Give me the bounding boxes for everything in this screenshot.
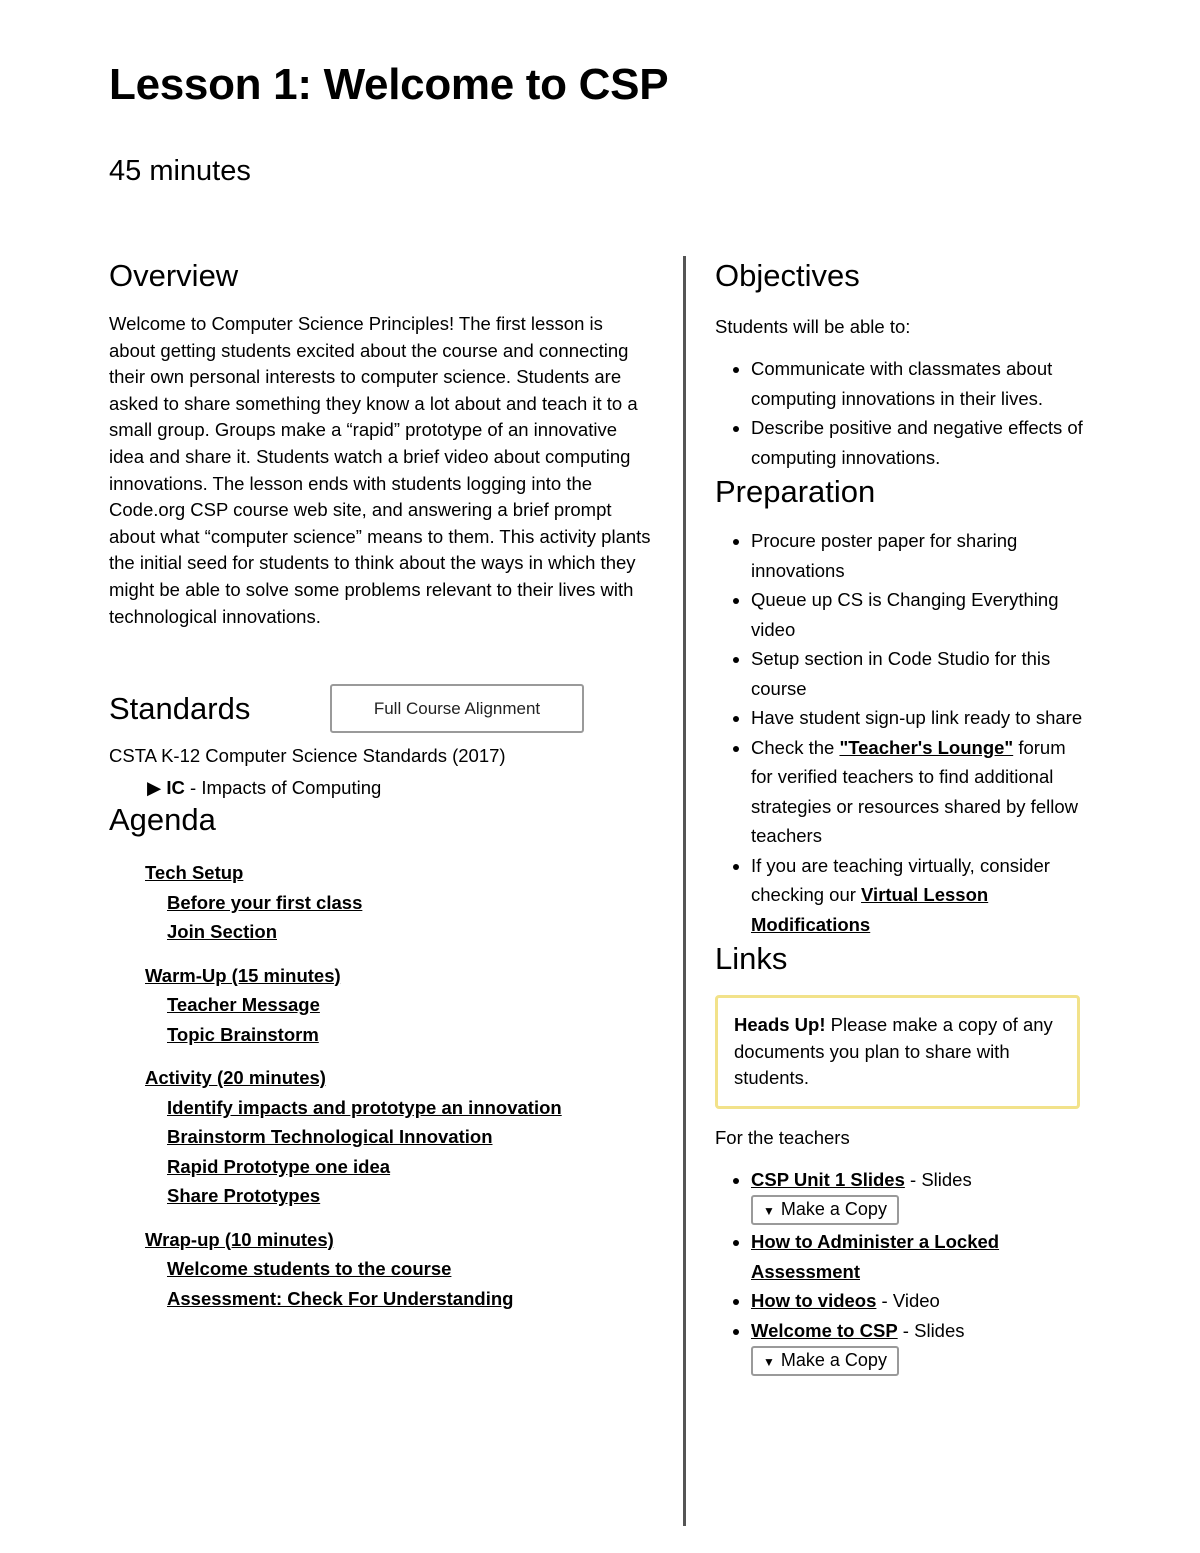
lounge-text-post: forum for verified teachers to find additional strategies or resources shared by fellow teachers: [751, 736, 1078, 846]
list-item: [751, 1286, 1085, 1316]
agenda-link-join-section[interactable]: Join Section: [167, 921, 277, 943]
virtual-text-pre: If you are teaching virtually, consider checking our: [751, 854, 1050, 905]
callout-text: Please make a copy of any documents you plan to share with students.: [734, 1014, 1053, 1089]
objectives-lead: Students will be able to:: [715, 316, 911, 337]
welcome-to-csp-link[interactable]: Welcome to CSP: [751, 1319, 898, 1341]
list-item: • Communicate with classmates about computing innovations in their lives.: [751, 354, 1085, 413]
teacher-links-list: [715, 1165, 1085, 1379]
right-column: [715, 256, 1085, 1378]
left-column: [109, 256, 654, 1327]
make-a-copy-label: Make a Copy: [780, 1350, 887, 1371]
agenda-link-identify-impacts[interactable]: Identify impacts and prototype an innovation: [167, 1096, 562, 1118]
overview-heading: Overview: [109, 258, 239, 293]
agenda-list: [145, 858, 654, 1313]
list-item: [751, 1316, 1085, 1379]
list-item: [751, 1165, 1085, 1228]
preparation-list: [715, 526, 1085, 939]
lounge-text-pre: Check the: [751, 736, 840, 758]
standards-header: [109, 684, 654, 734]
category-abbr: IC: [166, 777, 185, 799]
preparation-section: [715, 472, 1085, 939]
objectives-list: [715, 354, 1085, 472]
link-kind: Video: [892, 1290, 940, 1312]
agenda-link-welcome-students[interactable]: Welcome students to the course: [167, 1258, 452, 1280]
category-name: Impacts of Computing: [201, 777, 382, 799]
link-separator: -: [897, 1319, 915, 1341]
links-heading: Links: [715, 941, 788, 976]
list-item: • Procure poster paper for sharing innovations: [751, 526, 1085, 585]
list-item: • Describe positive and negative effects of computing innovations.: [751, 413, 1085, 472]
agenda-group: [145, 961, 654, 1050]
objectives-heading: Objectives: [715, 258, 860, 293]
standards-category-toggle[interactable]: [147, 776, 654, 800]
teachers-label: For the teachers: [715, 1126, 850, 1148]
make-a-copy-button[interactable]: [751, 1195, 899, 1225]
standards-section: [109, 684, 654, 800]
links-section: [715, 939, 1085, 1378]
agenda-link-share-prototypes[interactable]: Share Prototypes: [167, 1185, 321, 1207]
heads-up-callout: [715, 995, 1080, 1109]
agenda-link-before-first-class[interactable]: Before your first class: [167, 891, 363, 913]
full-course-alignment-button[interactable]: Full Course Alignment: [330, 684, 584, 733]
agenda-link-rapid-prototype[interactable]: Rapid Prototype one idea: [167, 1155, 391, 1177]
agenda-link-activity[interactable]: Activity (20 minutes): [145, 1067, 326, 1089]
locked-assessment-link[interactable]: How to Administer a Locked Assessment: [751, 1231, 1000, 1282]
agenda-link-warm-up[interactable]: Warm-Up (15 minutes): [145, 964, 341, 986]
link-kind: Slides: [914, 1319, 965, 1341]
link-separator: -: [876, 1290, 893, 1312]
dropdown-caret-icon: ▼: [763, 1355, 775, 1370]
lesson-duration: 45 minutes: [109, 155, 251, 187]
make-a-copy-label: Make a Copy: [780, 1199, 887, 1220]
make-a-copy-button[interactable]: [751, 1346, 899, 1376]
virtual-lesson-modifications-link[interactable]: Virtual Lesson Modifications: [751, 884, 989, 935]
agenda-link-wrap-up[interactable]: Wrap-up (10 minutes): [145, 1228, 334, 1250]
teachers-lounge-link[interactable]: "Teacher's Lounge": [839, 736, 1014, 758]
list-item: [751, 1227, 1085, 1286]
overview-text: Welcome to Computer Science Principles! The first lesson is about getting students excited about the course and connecting their own personal interests to computer science. Students are asked to share something they know a lot about and teach it to a small group. Groups make a “rapid” prototype of an innovative idea and share it. Students watch a brief video about computing innovations. The lesson ends with students logging into the Code.org CSP course web site, and answering a brief prompt about what “computer science” means to them. This activity plants the initial seed for students to think about the ways in which they might be able to solve some problems relevant to their lives with technological innovations.: [109, 313, 651, 627]
agenda-link-assessment[interactable]: Assessment: Check For Understanding: [167, 1287, 514, 1309]
standards-framework: CSTA K-12 Computer Science Standards (2017): [109, 745, 506, 767]
page-title: Lesson 1: Welcome to CSP: [109, 60, 669, 109]
standards-heading: Standards: [109, 691, 251, 727]
agenda-link-brainstorm-innovation[interactable]: Brainstorm Technological Innovation: [167, 1126, 493, 1148]
list-item: [751, 851, 1085, 940]
agenda-group: [145, 1225, 654, 1314]
expand-triangle-icon: ▶: [147, 777, 162, 799]
link-separator: -: [904, 1168, 922, 1190]
category-separator: -: [184, 777, 202, 799]
objectives-section: [715, 256, 1085, 472]
list-item: • Setup section in Code Studio for this course: [751, 644, 1085, 703]
agenda-link-tech-setup[interactable]: Tech Setup: [145, 862, 244, 884]
overview-section: [109, 256, 654, 630]
csp-unit1-slides-link[interactable]: CSP Unit 1 Slides: [751, 1168, 905, 1190]
list-item: • Queue up CS is Changing Everything video: [751, 585, 1085, 644]
list-item: [751, 733, 1085, 851]
dropdown-caret-icon: ▼: [763, 1204, 775, 1219]
column-divider: [683, 256, 686, 1526]
agenda-link-topic-brainstorm[interactable]: Topic Brainstorm: [167, 1023, 319, 1045]
agenda-heading: Agenda: [109, 802, 216, 838]
agenda-link-teacher-message[interactable]: Teacher Message: [167, 994, 320, 1016]
link-kind: Slides: [921, 1168, 972, 1190]
list-item: • Have student sign-up link ready to share: [751, 703, 1085, 733]
preparation-heading: Preparation: [715, 474, 876, 509]
agenda-section: [109, 800, 654, 1313]
agenda-group: [145, 1063, 654, 1211]
agenda-group: [145, 858, 654, 947]
how-to-videos-link[interactable]: How to videos: [751, 1290, 877, 1312]
callout-title: Heads Up!: [734, 1014, 826, 1035]
